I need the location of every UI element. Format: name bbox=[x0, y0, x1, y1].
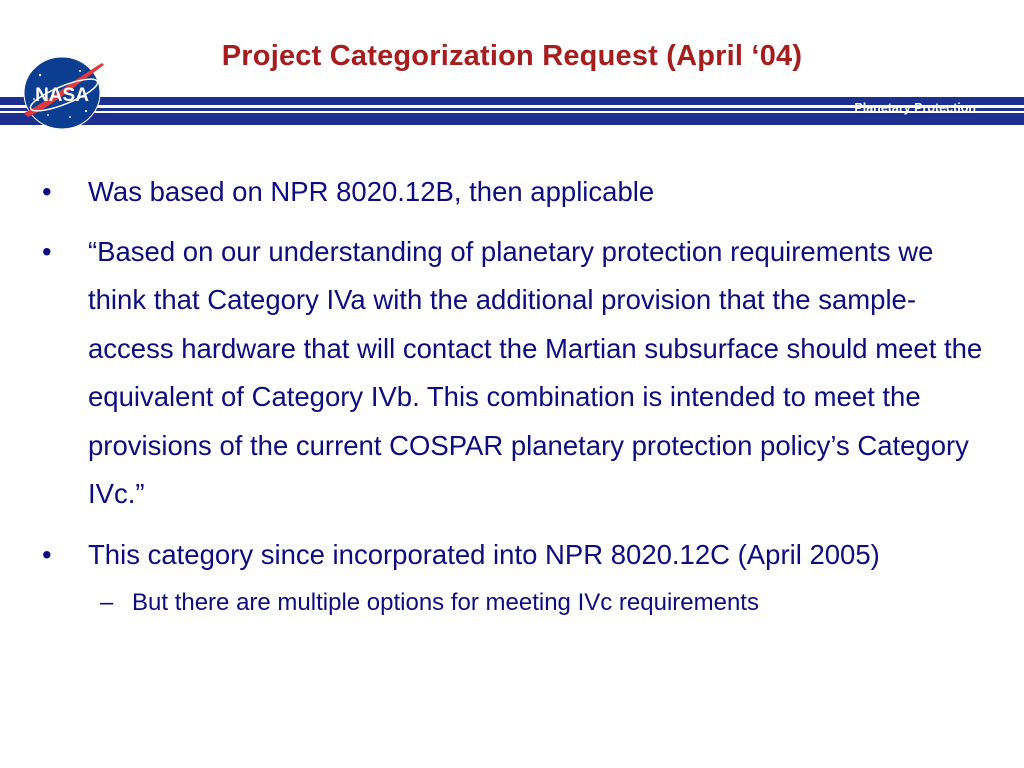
sub-bullet-marker: – bbox=[100, 588, 114, 616]
slide-title: Project Categorization Request (April ‘04) bbox=[221, 40, 803, 72]
svg-text:NASA: NASA bbox=[35, 85, 89, 106]
bullet-text: Was based on NPR 8020.12B, then applicable bbox=[88, 176, 655, 207]
bullet-item bbox=[42, 168, 992, 217]
bullet-marker: • bbox=[42, 538, 52, 570]
bullet-item bbox=[42, 228, 992, 519]
band-label: Planetary Protection bbox=[854, 101, 976, 115]
bullet-marker: • bbox=[42, 176, 52, 207]
bullet-text: This category since incorporated into NPR 8020.12C (April 2005) bbox=[88, 538, 880, 570]
bullet-marker: • bbox=[42, 235, 52, 267]
bullet-text: “Based on our understanding of planetary protection requirements we think that Category IVa with the additional provision that the sample-access hardware that will contact the Martian subsurface should meet the equivalent of Category IVb. This combination is intended to meet the provisions of the current COSPAR planetary protection policy’s Category IVc.” bbox=[88, 235, 983, 509]
nasa-logo-icon bbox=[20, 55, 104, 131]
bullet-item bbox=[42, 536, 992, 574]
sub-bullet-text: But there are multiple options for meeting IVc requirements bbox=[132, 588, 759, 616]
slide-body bbox=[42, 168, 992, 621]
sub-bullet-item bbox=[42, 585, 992, 621]
